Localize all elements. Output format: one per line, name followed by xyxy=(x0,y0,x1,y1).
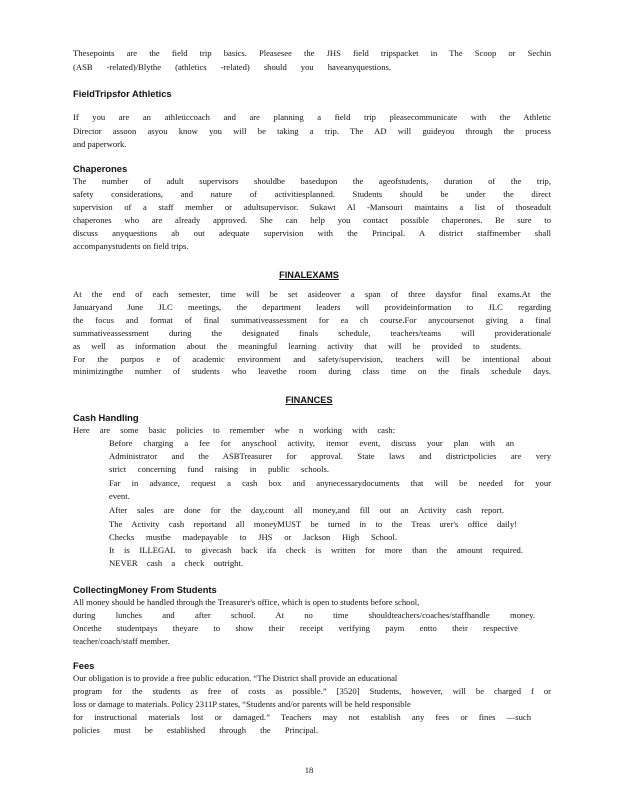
bullet-2-line-1: Far in advance, request a cash box and anynecessarydocuments that will be needed for your xyxy=(109,478,551,488)
final-exams-line-7: minimizingthe number of students who leavethe room during class time on the finals schedule days. xyxy=(73,366,551,376)
fees-line-4: for instructional materials lost or damaged.” Teachers may not establish any fees or fines —such xyxy=(73,712,531,722)
final-exams-line-5: as well as information about the meaningful learning activity that will be provided to students. xyxy=(73,341,521,351)
chaperones-line-1: The number of adult supervisors shouldbe basedupon the ageofstudents, duration of the trip, xyxy=(73,176,551,186)
fees-heading: Fees xyxy=(73,660,95,671)
final-exams-line-6: For the purpos e of academic environment and safety/supervision, teachers will be intentional about xyxy=(73,354,551,364)
field-trips-line-1: If you are an athleticcoach and are planning a field trip pleasecommunicate with the Athletic xyxy=(73,112,551,122)
bullet-1-line-3: strict concerning fund raising in public schools. xyxy=(109,464,329,474)
bullet-1-line-2: Administrator and the ASBTreasurer for approval. State laws and districtpolicies are very xyxy=(109,451,551,461)
chaperones-line-3: supervision of a staff member or adultsupervisor. Sukawt Al -Mansouri maintains a list of thoseadult xyxy=(73,202,551,212)
finances-title: FINANCES xyxy=(285,395,333,405)
final-exams-line-1: At the end of each semester, time will be set asideover a span of three daysfor final exams.At the xyxy=(73,289,551,299)
collecting-line-4: teacher/coach/staff member. xyxy=(73,636,170,646)
final-exams-line-3: the focus and format of final summativeassessment for ea ch course.For anycoursenot giving a final xyxy=(73,315,551,325)
fees-line-5: policies must be established through the Principal. xyxy=(73,725,318,735)
collecting-line-1: All money should be handled through the Treasurer's office, which is open to students before school, xyxy=(73,597,420,607)
bullet-5-line-1: Checks mustbe madepayable to JHS or Jackson High School. xyxy=(109,532,397,542)
field-trips-line-2: Director assoon asyou know you will be taking a trip. The AD will guideyou through the process xyxy=(73,126,551,136)
fees-line-1: Our obligation is to provide a free public education. “The District shall provide an educational xyxy=(73,673,398,683)
bullet-7-line-1: NEVER cash a check outright. xyxy=(109,558,243,568)
final-exams-title: FINALEXAMS xyxy=(279,270,339,280)
collecting-money-heading: CollectingMoney From Students xyxy=(73,584,217,595)
field-trips-heading: FieldTripsfor Athletics xyxy=(73,88,172,99)
bullet-1-line-1: Before charging a fee for anyschool activity, itemor event, discuss your plan with an xyxy=(109,438,514,448)
chaperones-line-5: discuss anyquestions ab out adequate supervision with the Principal. A district staffmember shall xyxy=(73,228,551,238)
chaperones-heading: Chaperones xyxy=(73,163,128,174)
collecting-line-3: Oncethe studentpays theyare to show their receipt verifying paym entto their respective xyxy=(73,623,518,633)
cash-handling-intro: Here are some basic policies to remember whe n working with cash: xyxy=(73,425,395,435)
final-exams-line-4: summativeassessment during the designated finals schedule, teachers/teams will providerationale xyxy=(73,328,551,338)
chaperones-line-2: safety considerations, and nature of activitiesplanned. Students should be under the direct xyxy=(73,189,551,199)
page-number: 18 xyxy=(304,765,314,775)
bullet-2-line-2: event. xyxy=(109,491,130,501)
collecting-line-2: during lunches and after school. At no time shouldteachers/coaches/staffhandle money. xyxy=(73,610,535,620)
intro-line-1: Thesepoints are the field trip basics. Pleasesee the JHS field tripspacket in The Scoop or Sechin xyxy=(73,48,551,58)
bullet-4-line-1: The Activity cash reportand all moneyMUST be turned in to the Treas urer's office daily! xyxy=(109,519,517,529)
fees-line-2: program for the students as free of costs as possible.” [3520] Students, however, will be charged f or xyxy=(73,686,551,696)
fees-line-3: loss or damage to materials. Policy 2311P states, “Students and/or parents will be held responsible xyxy=(73,699,411,709)
final-exams-line-2: Januaryand June JLC meetings, the department leaders will provideinformation to JLC regarding xyxy=(73,302,551,312)
intro-line-2: (ASB -related)/Blythe (athletics -related) should you haveanyquestions. xyxy=(73,62,391,72)
chaperones-line-6: accompanystudents on field trips. xyxy=(73,241,189,251)
field-trips-line-3: and paperwork. xyxy=(73,139,127,149)
bullet-3-line-1: After sales are done for the day,count all money,and fill out an Activity cash report. xyxy=(109,505,504,515)
chaperones-line-4: chaperones who are already approved. She can help you contact possible chaperones. Be sure to xyxy=(73,215,551,225)
bullet-6-line-1: It is ILLEGAL to givecash back ifa check is written for more than the amount required. xyxy=(109,545,523,555)
cash-handling-heading: Cash Handling xyxy=(73,412,139,423)
